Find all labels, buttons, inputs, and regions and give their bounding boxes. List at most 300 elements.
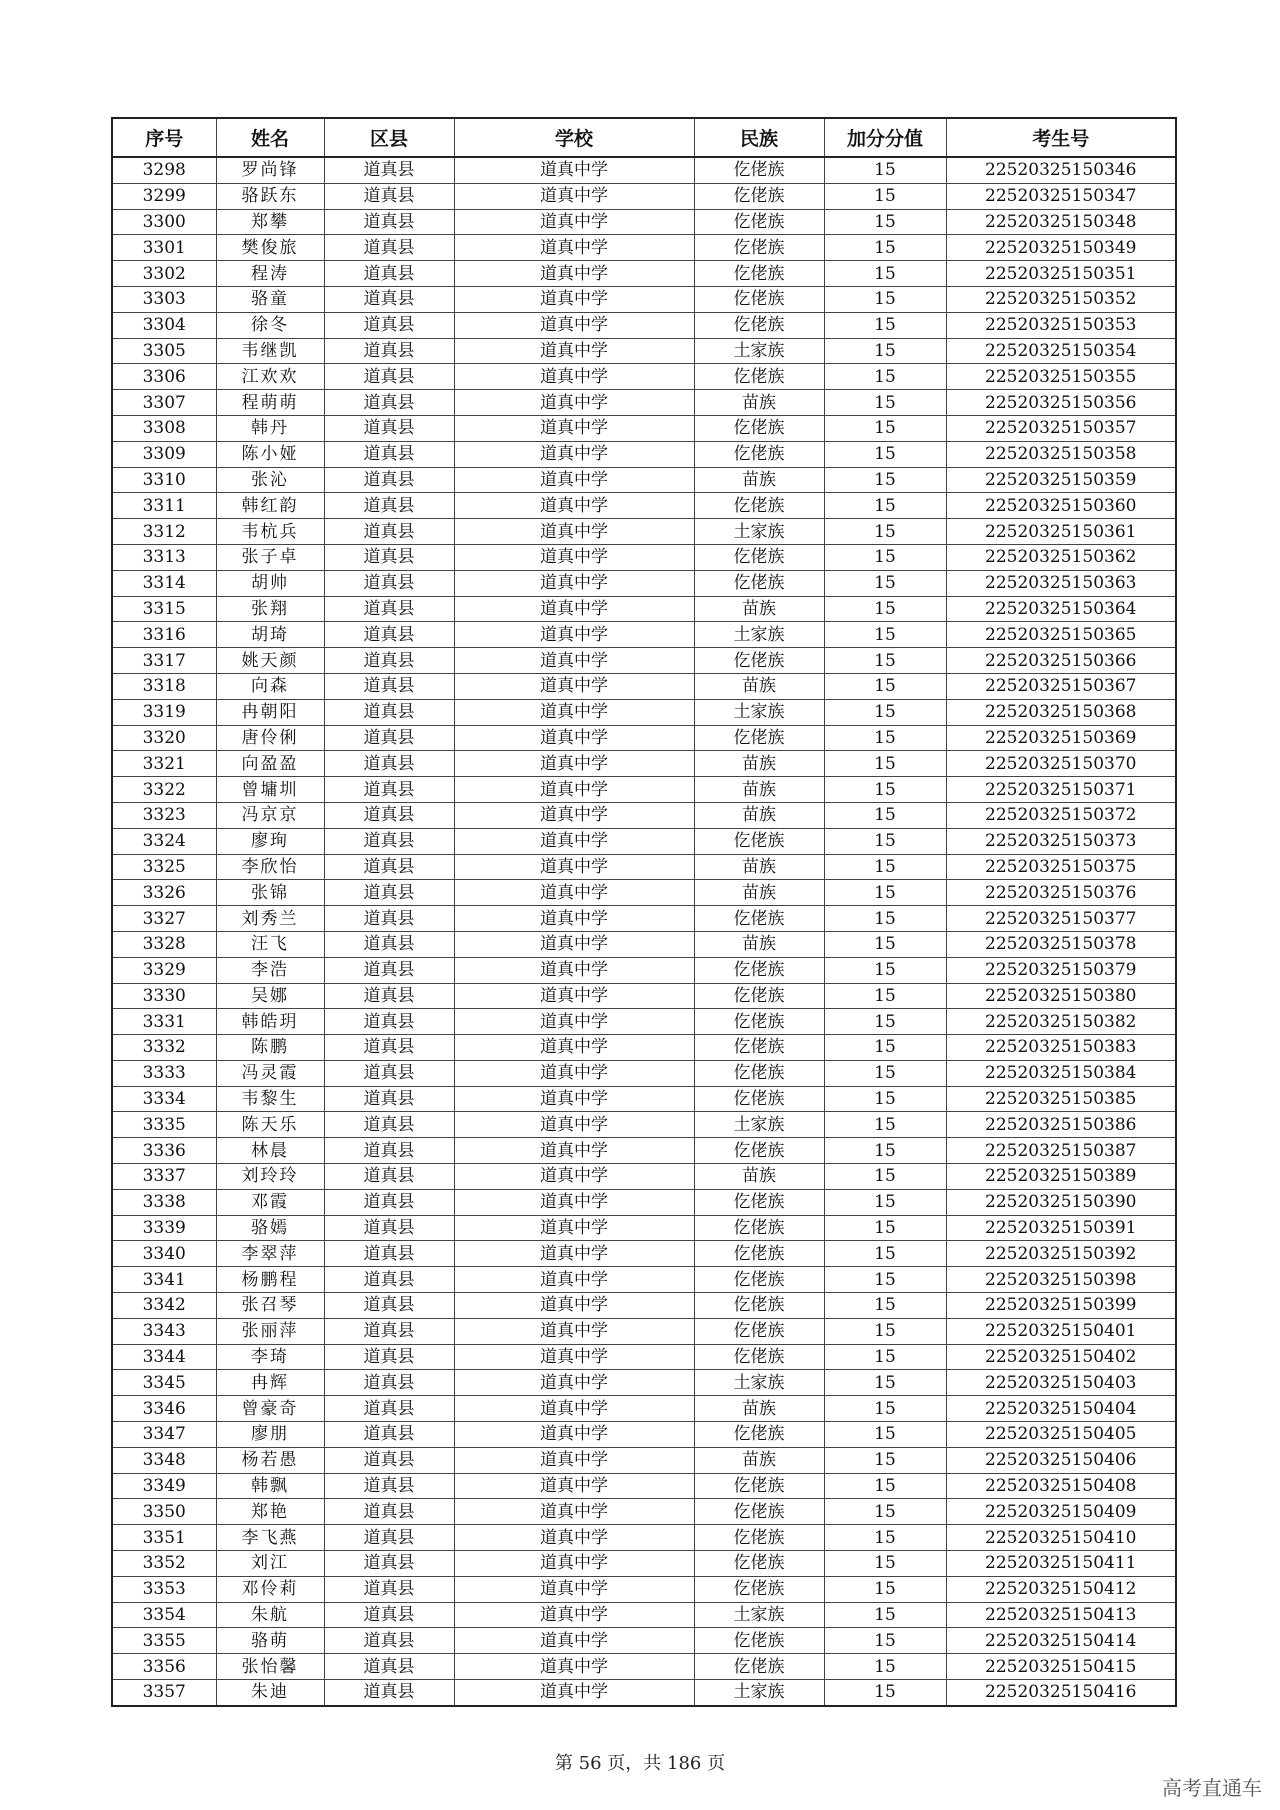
admission-bonus-table bbox=[111, 117, 1177, 1707]
school: 道真中学 bbox=[454, 1370, 694, 1396]
table-row bbox=[112, 1086, 1176, 1112]
exam-number: 22520325150364 bbox=[946, 596, 1176, 622]
ethnicity: 苗族 bbox=[694, 673, 824, 699]
table-row bbox=[112, 596, 1176, 622]
row-index: 3324 bbox=[112, 828, 216, 854]
table-row bbox=[112, 1293, 1176, 1319]
bonus-points: 15 bbox=[824, 1060, 946, 1086]
county: 道真县 bbox=[324, 1422, 454, 1448]
row-index: 3352 bbox=[112, 1551, 216, 1577]
ethnicity: 苗族 bbox=[694, 1447, 824, 1473]
exam-number: 22520325150392 bbox=[946, 1241, 1176, 1267]
bonus-points: 15 bbox=[824, 441, 946, 467]
bonus-points: 15 bbox=[824, 1473, 946, 1499]
row-index: 3338 bbox=[112, 1189, 216, 1215]
county: 道真县 bbox=[324, 1499, 454, 1525]
exam-number: 22520325150358 bbox=[946, 441, 1176, 467]
student-name: 杨若愚 bbox=[216, 1447, 324, 1473]
school: 道真中学 bbox=[454, 1344, 694, 1370]
county: 道真县 bbox=[324, 1551, 454, 1577]
row-index: 3309 bbox=[112, 441, 216, 467]
row-index: 3312 bbox=[112, 519, 216, 545]
ethnicity-header: 民族 bbox=[694, 118, 824, 157]
exam-number: 22520325150373 bbox=[946, 828, 1176, 854]
ethnicity: 仡佬族 bbox=[694, 725, 824, 751]
county: 道真县 bbox=[324, 209, 454, 235]
school: 道真中学 bbox=[454, 880, 694, 906]
exam-number: 22520325150385 bbox=[946, 1086, 1176, 1112]
county: 道真县 bbox=[324, 364, 454, 390]
row-index: 3300 bbox=[112, 209, 216, 235]
exam-number: 22520325150401 bbox=[946, 1318, 1176, 1344]
row-index: 3328 bbox=[112, 931, 216, 957]
ethnicity: 苗族 bbox=[694, 467, 824, 493]
bonus-points: 15 bbox=[824, 1396, 946, 1422]
table-row bbox=[112, 854, 1176, 880]
student-name: 李琦 bbox=[216, 1344, 324, 1370]
ethnicity: 仡佬族 bbox=[694, 1525, 824, 1551]
row-index: 3344 bbox=[112, 1344, 216, 1370]
exam-number: 22520325150359 bbox=[946, 467, 1176, 493]
table-row bbox=[112, 1035, 1176, 1061]
county: 道真县 bbox=[324, 1370, 454, 1396]
ethnicity: 苗族 bbox=[694, 596, 824, 622]
county: 道真县 bbox=[324, 415, 454, 441]
county: 道真县 bbox=[324, 931, 454, 957]
row-index: 3332 bbox=[112, 1035, 216, 1061]
school: 道真中学 bbox=[454, 338, 694, 364]
table-row bbox=[112, 828, 1176, 854]
bonus-points: 15 bbox=[824, 235, 946, 261]
school: 道真中学 bbox=[454, 1473, 694, 1499]
school: 道真中学 bbox=[454, 802, 694, 828]
exam-number: 22520325150404 bbox=[946, 1396, 1176, 1422]
table-row bbox=[112, 777, 1176, 803]
bonus-points: 15 bbox=[824, 157, 946, 183]
row-index: 3310 bbox=[112, 467, 216, 493]
table-row bbox=[112, 1112, 1176, 1138]
county: 道真县 bbox=[324, 1318, 454, 1344]
school: 道真中学 bbox=[454, 1112, 694, 1138]
school: 道真中学 bbox=[454, 390, 694, 416]
row-index: 3304 bbox=[112, 312, 216, 338]
row-index: 3341 bbox=[112, 1267, 216, 1293]
student-name: 冉朝阳 bbox=[216, 699, 324, 725]
school: 道真中学 bbox=[454, 364, 694, 390]
school: 道真中学 bbox=[454, 1422, 694, 1448]
bonus-points: 15 bbox=[824, 648, 946, 674]
school: 道真中学 bbox=[454, 1215, 694, 1241]
school: 道真中学 bbox=[454, 1189, 694, 1215]
school: 道真中学 bbox=[454, 1035, 694, 1061]
school: 道真中学 bbox=[454, 906, 694, 932]
bonus-points: 15 bbox=[824, 390, 946, 416]
row-index: 3350 bbox=[112, 1499, 216, 1525]
student-name: 胡琦 bbox=[216, 622, 324, 648]
school: 道真中学 bbox=[454, 1499, 694, 1525]
student-name: 向盈盈 bbox=[216, 751, 324, 777]
county: 道真县 bbox=[324, 441, 454, 467]
bonus-points: 15 bbox=[824, 1602, 946, 1628]
table-row bbox=[112, 1138, 1176, 1164]
county: 道真县 bbox=[324, 1138, 454, 1164]
county: 道真县 bbox=[324, 1215, 454, 1241]
row-index: 3318 bbox=[112, 673, 216, 699]
student-name: 张怡馨 bbox=[216, 1654, 324, 1680]
exam-number-header: 考生号 bbox=[946, 118, 1176, 157]
ethnicity: 土家族 bbox=[694, 1370, 824, 1396]
student-name: 冯京京 bbox=[216, 802, 324, 828]
county: 道真县 bbox=[324, 1189, 454, 1215]
row-index: 3323 bbox=[112, 802, 216, 828]
ethnicity: 仡佬族 bbox=[694, 209, 824, 235]
table-row bbox=[112, 906, 1176, 932]
school: 道真中学 bbox=[454, 1164, 694, 1190]
school: 道真中学 bbox=[454, 828, 694, 854]
ethnicity: 仡佬族 bbox=[694, 1267, 824, 1293]
bonus-points: 15 bbox=[824, 673, 946, 699]
student-name: 韩皓玥 bbox=[216, 1009, 324, 1035]
exam-number: 22520325150365 bbox=[946, 622, 1176, 648]
ethnicity: 仡佬族 bbox=[694, 1035, 824, 1061]
county: 道真县 bbox=[324, 235, 454, 261]
county: 道真县 bbox=[324, 1525, 454, 1551]
county: 道真县 bbox=[324, 648, 454, 674]
ethnicity: 仡佬族 bbox=[694, 906, 824, 932]
ethnicity: 苗族 bbox=[694, 390, 824, 416]
exam-number: 22520325150386 bbox=[946, 1112, 1176, 1138]
student-name: 骆跃东 bbox=[216, 183, 324, 209]
row-index: 3339 bbox=[112, 1215, 216, 1241]
ethnicity: 苗族 bbox=[694, 802, 824, 828]
exam-number: 22520325150382 bbox=[946, 1009, 1176, 1035]
county: 道真县 bbox=[324, 390, 454, 416]
table-row bbox=[112, 673, 1176, 699]
exam-number: 22520325150349 bbox=[946, 235, 1176, 261]
ethnicity: 苗族 bbox=[694, 1396, 824, 1422]
school: 道真中学 bbox=[454, 957, 694, 983]
ethnicity: 仡佬族 bbox=[694, 493, 824, 519]
table-row bbox=[112, 1215, 1176, 1241]
county: 道真县 bbox=[324, 1654, 454, 1680]
school: 道真中学 bbox=[454, 1602, 694, 1628]
table-row bbox=[112, 1009, 1176, 1035]
student-name: 李欣怡 bbox=[216, 854, 324, 880]
school: 道真中学 bbox=[454, 570, 694, 596]
county: 道真县 bbox=[324, 906, 454, 932]
exam-number: 22520325150403 bbox=[946, 1370, 1176, 1396]
ethnicity: 苗族 bbox=[694, 1164, 824, 1190]
exam-number: 22520325150414 bbox=[946, 1628, 1176, 1654]
student-name: 吴娜 bbox=[216, 983, 324, 1009]
table-row bbox=[112, 699, 1176, 725]
county: 道真县 bbox=[324, 751, 454, 777]
county: 道真县 bbox=[324, 1086, 454, 1112]
ethnicity: 仡佬族 bbox=[694, 1086, 824, 1112]
exam-number: 22520325150361 bbox=[946, 519, 1176, 545]
school: 道真中学 bbox=[454, 983, 694, 1009]
ethnicity: 土家族 bbox=[694, 1112, 824, 1138]
row-index: 3349 bbox=[112, 1473, 216, 1499]
ethnicity: 土家族 bbox=[694, 699, 824, 725]
student-name: 李浩 bbox=[216, 957, 324, 983]
school: 道真中学 bbox=[454, 931, 694, 957]
county: 道真县 bbox=[324, 777, 454, 803]
ethnicity: 仡佬族 bbox=[694, 1499, 824, 1525]
header-row bbox=[112, 118, 1176, 157]
county: 道真县 bbox=[324, 622, 454, 648]
row-index: 3346 bbox=[112, 1396, 216, 1422]
index-header: 序号 bbox=[112, 118, 216, 157]
table-row bbox=[112, 983, 1176, 1009]
row-index: 3326 bbox=[112, 880, 216, 906]
row-index: 3321 bbox=[112, 751, 216, 777]
school: 道真中学 bbox=[454, 1576, 694, 1602]
exam-number: 22520325150376 bbox=[946, 880, 1176, 906]
bonus-points: 15 bbox=[824, 209, 946, 235]
bonus-points: 15 bbox=[824, 906, 946, 932]
county: 道真县 bbox=[324, 1447, 454, 1473]
table-row bbox=[112, 286, 1176, 312]
bonus-points: 15 bbox=[824, 1164, 946, 1190]
row-index: 3313 bbox=[112, 544, 216, 570]
exam-number: 22520325150399 bbox=[946, 1293, 1176, 1319]
exam-number: 22520325150408 bbox=[946, 1473, 1176, 1499]
school: 道真中学 bbox=[454, 183, 694, 209]
row-index: 3334 bbox=[112, 1086, 216, 1112]
bonus-points: 15 bbox=[824, 493, 946, 519]
table-header bbox=[112, 118, 1176, 157]
exam-number: 22520325150402 bbox=[946, 1344, 1176, 1370]
bonus-points: 15 bbox=[824, 957, 946, 983]
student-name: 向森 bbox=[216, 673, 324, 699]
row-index: 3337 bbox=[112, 1164, 216, 1190]
row-index: 3315 bbox=[112, 596, 216, 622]
ethnicity: 仡佬族 bbox=[694, 828, 824, 854]
exam-number: 22520325150409 bbox=[946, 1499, 1176, 1525]
student-name: 冉辉 bbox=[216, 1370, 324, 1396]
school: 道真中学 bbox=[454, 854, 694, 880]
exam-number: 22520325150378 bbox=[946, 931, 1176, 957]
school: 道真中学 bbox=[454, 544, 694, 570]
bonus-points: 15 bbox=[824, 880, 946, 906]
county: 道真县 bbox=[324, 1241, 454, 1267]
ethnicity: 仡佬族 bbox=[694, 1551, 824, 1577]
county: 道真县 bbox=[324, 1060, 454, 1086]
table-row bbox=[112, 544, 1176, 570]
table-row bbox=[112, 1473, 1176, 1499]
student-name: 李翠萍 bbox=[216, 1241, 324, 1267]
student-name: 韦杭兵 bbox=[216, 519, 324, 545]
bonus-points: 15 bbox=[824, 183, 946, 209]
bonus-points: 15 bbox=[824, 1551, 946, 1577]
table-row bbox=[112, 312, 1176, 338]
county: 道真县 bbox=[324, 1035, 454, 1061]
bonus-points: 15 bbox=[824, 519, 946, 545]
table-row bbox=[112, 570, 1176, 596]
county: 道真县 bbox=[324, 1396, 454, 1422]
bonus-points: 15 bbox=[824, 1525, 946, 1551]
student-name: 陈小娅 bbox=[216, 441, 324, 467]
student-name: 韩丹 bbox=[216, 415, 324, 441]
student-name: 朱航 bbox=[216, 1602, 324, 1628]
bonus-points: 15 bbox=[824, 1009, 946, 1035]
exam-number: 22520325150377 bbox=[946, 906, 1176, 932]
ethnicity: 仡佬族 bbox=[694, 1241, 824, 1267]
row-index: 3336 bbox=[112, 1138, 216, 1164]
row-index: 3356 bbox=[112, 1654, 216, 1680]
ethnicity: 仡佬族 bbox=[694, 157, 824, 183]
ethnicity: 苗族 bbox=[694, 777, 824, 803]
exam-number: 22520325150383 bbox=[946, 1035, 1176, 1061]
table-row bbox=[112, 1499, 1176, 1525]
student-name: 唐伶俐 bbox=[216, 725, 324, 751]
ethnicity: 仡佬族 bbox=[694, 1009, 824, 1035]
student-name: 曾豪奇 bbox=[216, 1396, 324, 1422]
table-row bbox=[112, 1370, 1176, 1396]
student-name: 陈鹏 bbox=[216, 1035, 324, 1061]
table-row bbox=[112, 1576, 1176, 1602]
school: 道真中学 bbox=[454, 1654, 694, 1680]
bonus-points: 15 bbox=[824, 312, 946, 338]
student-name: 林晨 bbox=[216, 1138, 324, 1164]
county: 道真县 bbox=[324, 802, 454, 828]
bonus-points: 15 bbox=[824, 854, 946, 880]
table-row bbox=[112, 183, 1176, 209]
student-name: 刘玲玲 bbox=[216, 1164, 324, 1190]
exam-number: 22520325150353 bbox=[946, 312, 1176, 338]
exam-number: 22520325150355 bbox=[946, 364, 1176, 390]
bonus-points: 15 bbox=[824, 1344, 946, 1370]
table-row bbox=[112, 1396, 1176, 1422]
school: 道真中学 bbox=[454, 1628, 694, 1654]
exam-number: 22520325150372 bbox=[946, 802, 1176, 828]
exam-number: 22520325150380 bbox=[946, 983, 1176, 1009]
student-name: 张翔 bbox=[216, 596, 324, 622]
ethnicity: 仡佬族 bbox=[694, 441, 824, 467]
row-index: 3325 bbox=[112, 854, 216, 880]
exam-number: 22520325150416 bbox=[946, 1680, 1176, 1706]
exam-number: 22520325150411 bbox=[946, 1551, 1176, 1577]
ethnicity: 仡佬族 bbox=[694, 183, 824, 209]
exam-number: 22520325150384 bbox=[946, 1060, 1176, 1086]
ethnicity: 土家族 bbox=[694, 1602, 824, 1628]
school: 道真中学 bbox=[454, 1318, 694, 1344]
school: 道真中学 bbox=[454, 261, 694, 287]
bonus-points: 15 bbox=[824, 1654, 946, 1680]
county: 道真县 bbox=[324, 1009, 454, 1035]
table-row bbox=[112, 493, 1176, 519]
ethnicity: 土家族 bbox=[694, 1680, 824, 1706]
row-index: 3307 bbox=[112, 390, 216, 416]
row-index: 3302 bbox=[112, 261, 216, 287]
bonus-points: 15 bbox=[824, 622, 946, 648]
county: 道真县 bbox=[324, 854, 454, 880]
table-row bbox=[112, 467, 1176, 493]
bonus-points: 15 bbox=[824, 1293, 946, 1319]
table-row bbox=[112, 957, 1176, 983]
table-row bbox=[112, 1525, 1176, 1551]
student-name: 胡帅 bbox=[216, 570, 324, 596]
table-row bbox=[112, 1318, 1176, 1344]
exam-number: 22520325150346 bbox=[946, 157, 1176, 183]
bonus-points: 15 bbox=[824, 1267, 946, 1293]
student-name: 曾墉圳 bbox=[216, 777, 324, 803]
ethnicity: 仡佬族 bbox=[694, 1344, 824, 1370]
exam-number: 22520325150390 bbox=[946, 1189, 1176, 1215]
student-name: 张锦 bbox=[216, 880, 324, 906]
row-index: 3319 bbox=[112, 699, 216, 725]
ethnicity: 土家族 bbox=[694, 519, 824, 545]
ethnicity: 仡佬族 bbox=[694, 1189, 824, 1215]
ethnicity: 仡佬族 bbox=[694, 570, 824, 596]
student-name: 李飞燕 bbox=[216, 1525, 324, 1551]
school: 道真中学 bbox=[454, 1009, 694, 1035]
table-row bbox=[112, 1164, 1176, 1190]
student-name: 刘江 bbox=[216, 1551, 324, 1577]
ethnicity: 仡佬族 bbox=[694, 1138, 824, 1164]
bonus-points: 15 bbox=[824, 1112, 946, 1138]
table-row bbox=[112, 1551, 1176, 1577]
ethnicity: 仡佬族 bbox=[694, 544, 824, 570]
school: 道真中学 bbox=[454, 596, 694, 622]
school: 道真中学 bbox=[454, 286, 694, 312]
county: 道真县 bbox=[324, 467, 454, 493]
table-row bbox=[112, 648, 1176, 674]
exam-number: 22520325150348 bbox=[946, 209, 1176, 235]
table-row bbox=[112, 441, 1176, 467]
row-index: 3299 bbox=[112, 183, 216, 209]
exam-number: 22520325150398 bbox=[946, 1267, 1176, 1293]
student-name: 韦黎生 bbox=[216, 1086, 324, 1112]
bonus-points: 15 bbox=[824, 570, 946, 596]
student-name: 韩红韵 bbox=[216, 493, 324, 519]
page-number: 第 56 页，共 186 页 bbox=[554, 1753, 726, 1774]
student-name: 陈天乐 bbox=[216, 1112, 324, 1138]
bonus-points: 15 bbox=[824, 802, 946, 828]
school: 道真中学 bbox=[454, 235, 694, 261]
exam-number: 22520325150413 bbox=[946, 1602, 1176, 1628]
school: 道真中学 bbox=[454, 1447, 694, 1473]
exam-number: 22520325150412 bbox=[946, 1576, 1176, 1602]
row-index: 3357 bbox=[112, 1680, 216, 1706]
table-row bbox=[112, 1447, 1176, 1473]
ethnicity: 仡佬族 bbox=[694, 1060, 824, 1086]
student-name: 程涛 bbox=[216, 261, 324, 287]
bonus-points: 15 bbox=[824, 828, 946, 854]
county: 道真县 bbox=[324, 286, 454, 312]
row-index: 3316 bbox=[112, 622, 216, 648]
school: 道真中学 bbox=[454, 777, 694, 803]
bonus-points: 15 bbox=[824, 596, 946, 622]
ethnicity: 仡佬族 bbox=[694, 983, 824, 1009]
ethnicity: 土家族 bbox=[694, 338, 824, 364]
watermark-logo-text: 高考直通车 bbox=[1162, 1776, 1262, 1800]
table-row bbox=[112, 415, 1176, 441]
county: 道真县 bbox=[324, 519, 454, 545]
school: 道真中学 bbox=[454, 622, 694, 648]
table-row bbox=[112, 1241, 1176, 1267]
bonus-points: 15 bbox=[824, 1241, 946, 1267]
row-index: 3298 bbox=[112, 157, 216, 183]
school: 道真中学 bbox=[454, 441, 694, 467]
county: 道真县 bbox=[324, 1293, 454, 1319]
bonus-points: 15 bbox=[824, 1628, 946, 1654]
ethnicity: 仡佬族 bbox=[694, 1576, 824, 1602]
exam-number: 22520325150352 bbox=[946, 286, 1176, 312]
exam-number: 22520325150354 bbox=[946, 338, 1176, 364]
school: 道真中学 bbox=[454, 673, 694, 699]
